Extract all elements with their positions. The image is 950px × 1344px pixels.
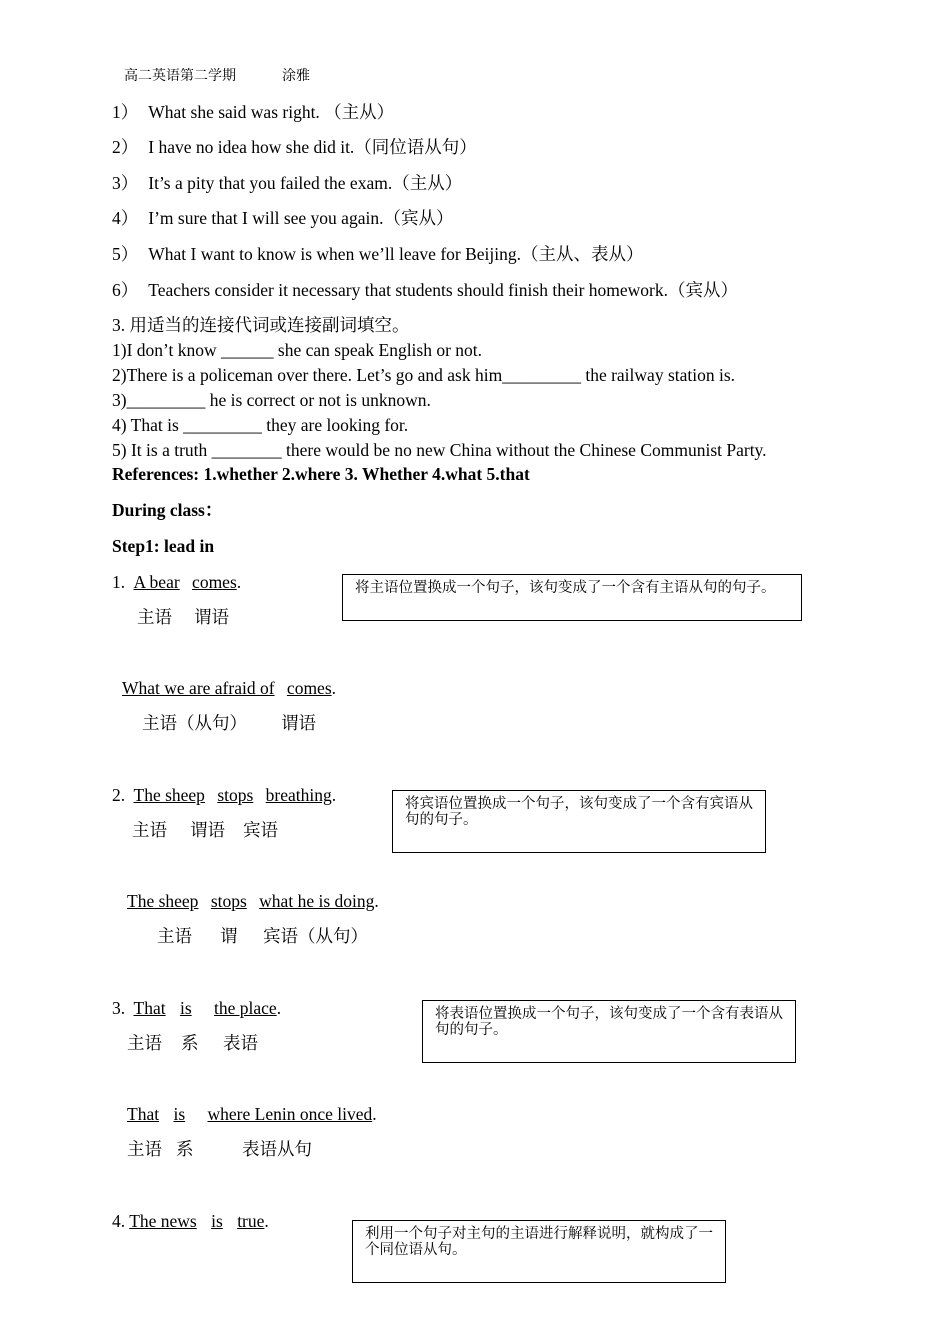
- note-box-4: 利用一个句子对主句的主语进行解释说明，就构成了一个同位语从句。: [352, 1220, 726, 1283]
- example-item: 6） Teachers consider it necessary that students should finish their homework.（宾从）: [112, 280, 739, 300]
- label-verb: 谓语: [190, 820, 225, 840]
- during-class-heading: During class：: [112, 500, 223, 520]
- exercise-item: 1)I don’t know ______ she can speak English or not.: [112, 340, 483, 360]
- exercise-item: 3)_________ he is correct or not is unknown.: [112, 390, 431, 410]
- example-item: 5） What I want to know is when we’ll leave for Beijing.（主从、表从）: [112, 244, 644, 264]
- label-link: 系: [181, 1033, 199, 1053]
- label-subject-clause: 主语（从句）: [142, 713, 247, 733]
- label-subject: 主语: [137, 607, 172, 627]
- note-box-1: 将主语位置换成一个句子，该句变成了一个含有主语从句的句子。: [342, 574, 802, 621]
- label-object-clause: 宾语（从句）: [263, 926, 368, 946]
- subject-phrase: The sheep: [133, 785, 205, 805]
- subject-phrase: A bear: [133, 572, 180, 592]
- subject-phrase: The sheep: [127, 891, 199, 911]
- verb-phrase: stops: [210, 891, 247, 911]
- sentence-2-clause: The sheep stops what he is doing.: [127, 891, 379, 911]
- label-link: 系: [176, 1139, 194, 1159]
- subject-phrase: The news: [129, 1211, 197, 1231]
- link-verb: is: [179, 998, 192, 1018]
- sentence-3-clause: That is where Lenin once lived.: [127, 1104, 377, 1124]
- subject-clause: What we are afraid of: [122, 678, 275, 698]
- verb-phrase: stops: [217, 785, 254, 805]
- sentence-1: 1. A bear comes.: [112, 572, 242, 592]
- label-object: 宾语: [243, 820, 278, 840]
- verb-phrase: comes: [192, 572, 237, 592]
- sentence-2: 2. The sheep stops breathing.: [112, 785, 337, 805]
- sentence-3: 3. That is the place.: [112, 998, 282, 1018]
- exercise-item: 5) It is a truth ________ there would be no new China without the Chinese Communist Party.: [112, 440, 767, 460]
- label-subject: 主语: [157, 926, 192, 946]
- object-clause: what he is doing: [259, 891, 375, 911]
- predicative-phrase: the place: [214, 998, 277, 1018]
- subject-phrase: That: [127, 1104, 160, 1124]
- label-verb: 谓语: [194, 607, 229, 627]
- example-item: 3） It’s a pity that you failed the exam.（主从）: [112, 173, 463, 193]
- label-predicative: 表语: [223, 1033, 258, 1053]
- label-verb: 谓: [220, 926, 238, 946]
- link-verb: is: [173, 1104, 186, 1124]
- example-item: 1） What she said was right. （主从）: [112, 102, 395, 122]
- step1-heading: Step1: lead in: [112, 536, 215, 556]
- note-box-3: 将表语位置换成一个句子，该句变成了一个含有表语从句的句子。: [422, 1000, 796, 1063]
- example-item: 4） I’m sure that I will see you again.（宾从）: [112, 208, 454, 228]
- sentence-1-clause: What we are afraid of comes.: [122, 678, 337, 698]
- label-subject: 主语: [127, 1033, 162, 1053]
- exercise-title: 3. 用适当的连接代词或连接副词填空。: [112, 315, 410, 335]
- sentence-4: 4. The news is true.: [112, 1211, 269, 1231]
- exercise-item: 2)There is a policeman over there. Let’s go and ask him_________ the railway station is.: [112, 365, 736, 385]
- author-name: 涂雅: [282, 69, 310, 84]
- exercise-item: 4) That is _________ they are looking for.: [112, 415, 409, 435]
- predicative-clause: where Lenin once lived: [207, 1104, 373, 1124]
- subject-phrase: That: [133, 998, 166, 1018]
- predicative-phrase: true: [237, 1211, 265, 1231]
- object-phrase: breathing: [265, 785, 332, 805]
- verb-phrase: comes: [286, 678, 332, 698]
- label-subject: 主语: [127, 1139, 162, 1159]
- label-predicative-clause: 表语从句: [242, 1139, 312, 1159]
- course-title: 高二英语第二学期: [124, 69, 236, 84]
- note-box-2: 将宾语位置换成一个句子，该句变成了一个含有宾语从句的句子。: [392, 790, 766, 853]
- references-line: References: 1.whether 2.where 3. Whether 4.what 5.that: [112, 464, 530, 484]
- label-subject: 主语: [132, 820, 167, 840]
- label-verb: 谓语: [281, 713, 316, 733]
- example-item: 2） I have no idea how she did it.（同位语从句）: [112, 137, 477, 157]
- link-verb: is: [211, 1211, 223, 1231]
